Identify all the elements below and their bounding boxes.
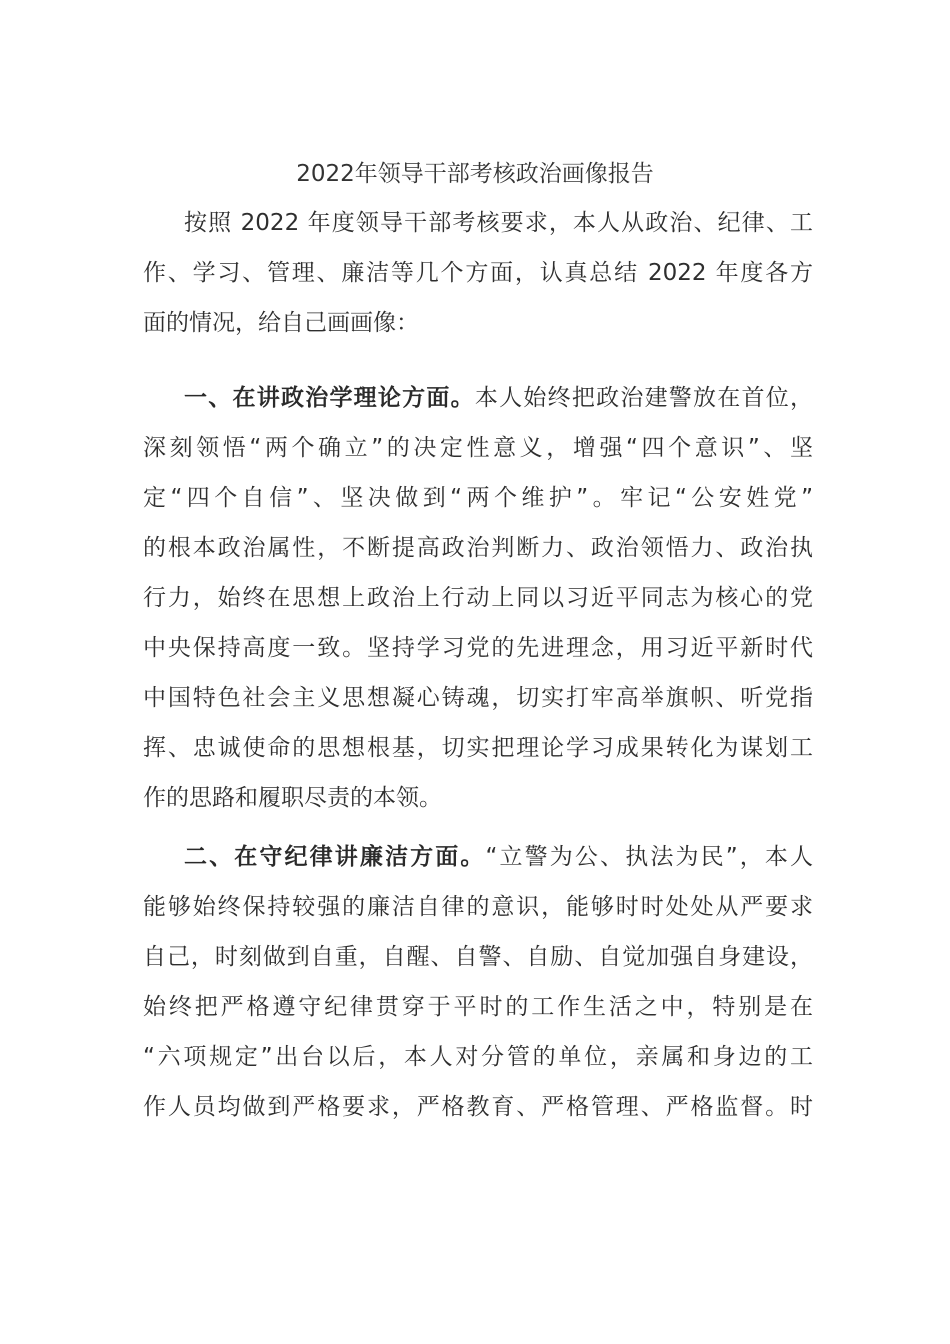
section-2-line: 作人员均做到严格要求，严格教育、严格管理、严格监督。时 <box>143 1094 813 1120</box>
section-2-line: “六项规定”出台以后，本人对分管的单位，亲属和身边的工 <box>143 1044 813 1070</box>
section-1-line: 行力，始终在思想上政治上行动上同以习近平同志为核心的党 <box>143 585 813 611</box>
section-1-first-line-text: 本人始终把政治建警放在首位， <box>474 385 814 411</box>
section-2-first-line <box>143 832 813 882</box>
section-2-heading: 二、在守纪律讲廉洁方面。 <box>184 844 486 870</box>
section-1-line: 中国特色社会主义思想凝心铸魂，切实打牢高举旗帜、听党指 <box>143 685 813 711</box>
section-2-paragraph <box>143 832 813 1132</box>
section-1-heading: 一、在讲政治学理论方面。 <box>184 385 475 411</box>
section-1-paragraph <box>143 373 813 823</box>
section-1-line: 挥、忠诚使命的思想根基，切实把理论学习成果转化为谋划工 <box>143 735 813 761</box>
section-1-line: 作的思路和履职尽责的本领。 <box>143 785 442 811</box>
document-title: 2022年领导干部考核政治画像报告 <box>296 161 654 187</box>
section-1-line: 深刻领悟“两个确立”的决定性意义，增强“四个意识”、坚 <box>143 435 813 461</box>
intro-line: 面的情况，给自己画画像： <box>143 310 419 336</box>
section-1-first-line <box>143 373 813 423</box>
intro-line: 按照 2022 年度领导干部考核要求，本人从政治、纪律、工 <box>184 210 813 236</box>
intro-line: 作、学习、管理、廉洁等几个方面，认真总结 2022 年度各方 <box>143 260 813 286</box>
section-1-line: 的根本政治属性，不断提高政治判断力、政治领悟力、政治执 <box>143 535 813 561</box>
section-1-line: 中央保持高度一致。坚持学习党的先进理念，用习近平新时代 <box>143 635 813 661</box>
section-1-line: 定“四个自信”、坚决做到“两个维护”。牢记“公安姓党” <box>143 485 813 511</box>
section-2-line: 能够始终保持较强的廉洁自律的意识，能够时时处处从严要求 <box>143 894 813 920</box>
section-2-first-line-text: “立警为公、执法为民”，本人 <box>485 844 813 870</box>
intro-paragraph <box>143 198 813 348</box>
section-2-line: 始终把严格遵守纪律贯穿于平时的工作生活之中，特别是在 <box>143 994 813 1020</box>
section-2-line: 自己，时刻做到自重，自醒、自警、自励、自觉加强自身建设， <box>143 944 813 970</box>
